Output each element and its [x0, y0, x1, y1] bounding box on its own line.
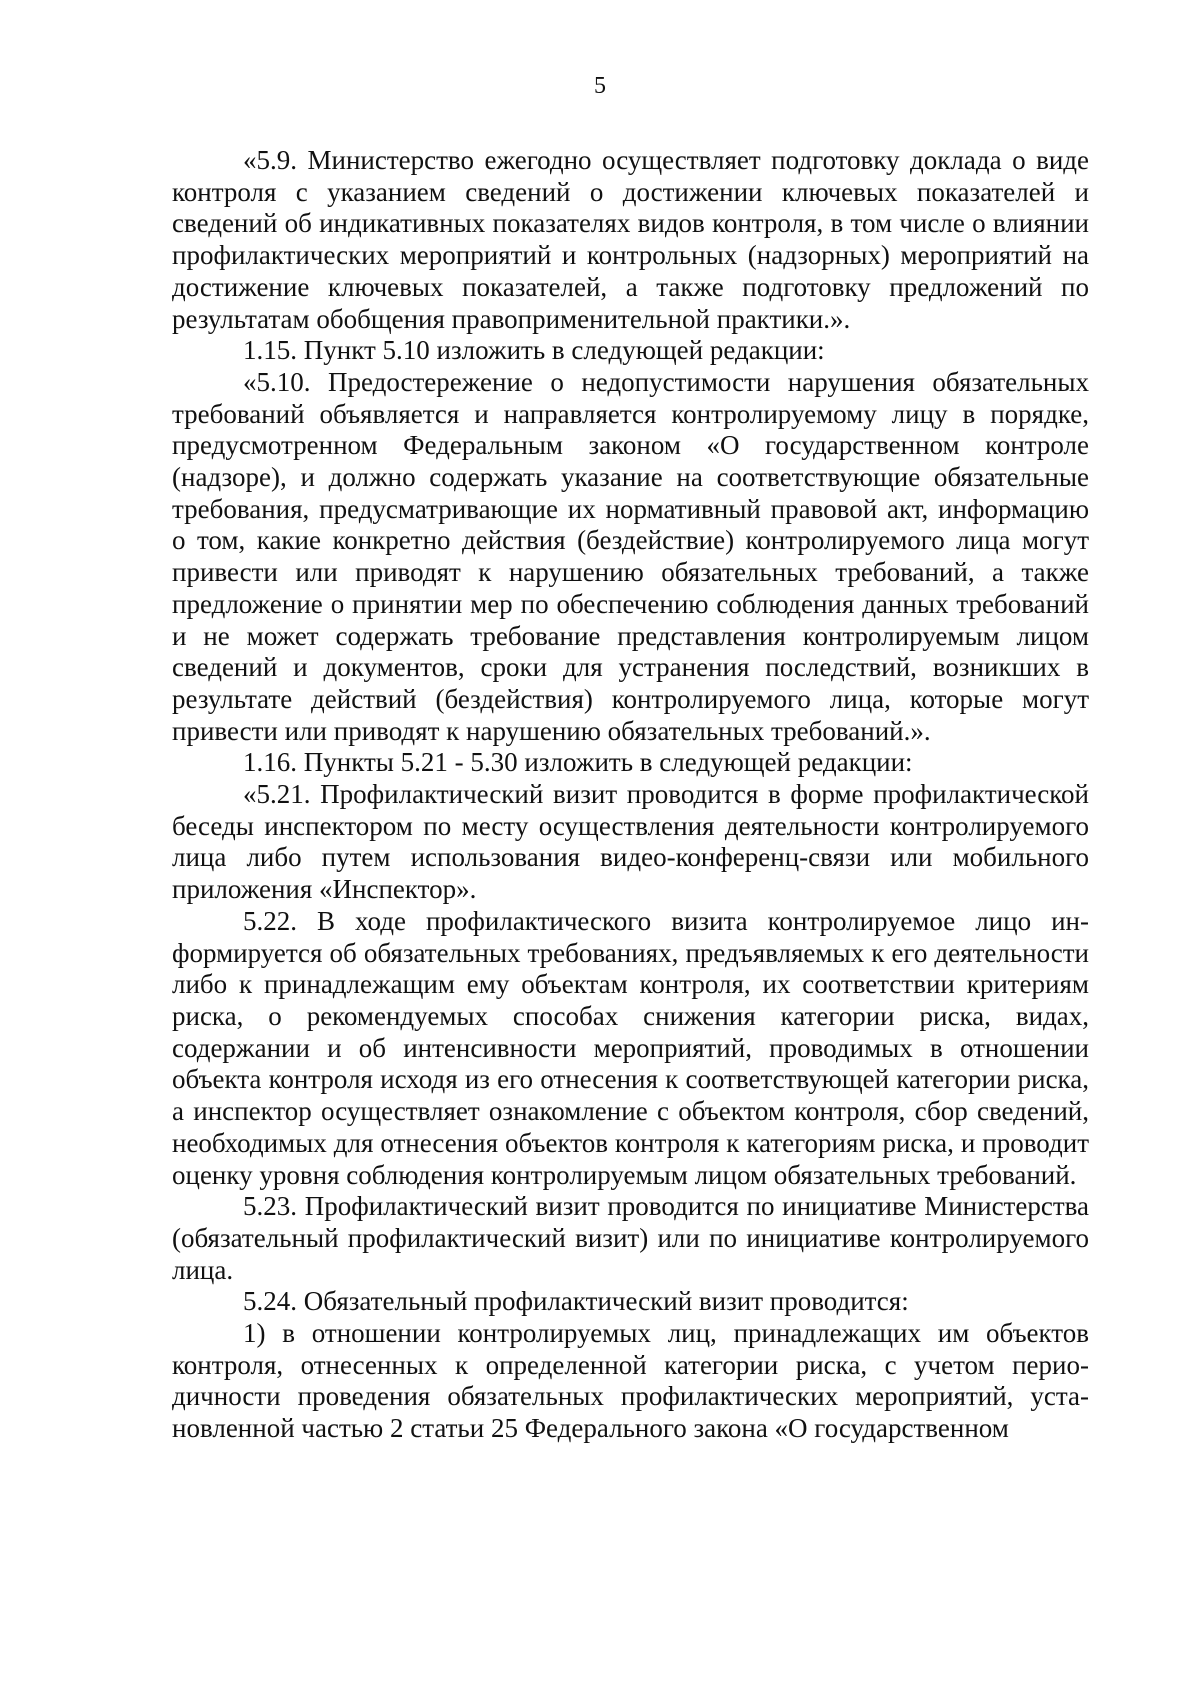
paragraph-5-21: «5.21. Профилактический визит проводится в форме профилактической беседы инспектором по месту осуществления деятельности контролируемого лица либо путем использования видео-конференц-связи или мобильного приложения «Инспектор». — [172, 779, 1089, 905]
document-body — [172, 145, 1089, 1445]
paragraph-5-10: «5.10. Предостережение о недопустимости нарушения обязательных требований объявляется и направляется контролируемому лицу в порядке, предусмотренном Федеральным законом «О государственном контроле (надзоре), и должно содержать указание на соответствующие обязательные требования, предусматривающие их нормативный правовой акт, информацию о том, какие конкретно действия (бездействие) контролируемого лица могут привести или приводят к нарушению обязательных требований, а также предложение о принятии мер по обеспечению соблюдения данных требований и не может содержать требование представления контролируемым лицом сведений и документов, сроки для устранения последствий, возникших в результате действий (бездействия) контролируемого лица, которые могут привести или приводят к нарушению обязательных требований.». — [172, 366, 1089, 746]
page-number: 5 — [594, 73, 606, 99]
paragraph-5-9: «5.9. Министерство ежегодно осуществляет подготовку доклада о виде контроля с указанием сведений о достижении ключевых показателей и сведений об индикативных показателях видов контроля, в том числе о влиянии профилактических мероприятий и контрольных (надзорных) мероприятий на достижение ключевых показателей, а также подготовку предложений по результатам обобщения правоприменительной практики.». — [172, 145, 1089, 334]
paragraph-5-24-item-1: 1) в отношении контролируемых лиц, принадлежащих им объектов контроля, отнесенных к определенной категории риска, с учетом периодичности проведения обязательных профилактических мероприятий, установленной частью 2 статьи 25 Федерального закона «О государственном — [172, 1318, 1089, 1444]
paragraph-5-23: 5.23. Профилактический визит проводится по инициативе Министерства (обязательный профилактический визит) или по инициативе контролируемого лица. — [172, 1191, 1089, 1285]
paragraph-1-16: 1.16. Пункты 5.21 - 5.30 изложить в следующей редакции: — [243, 747, 913, 778]
paragraph-5-24: 5.24. Обязательный профилактический визит проводится: — [243, 1286, 909, 1317]
paragraph-1-15: 1.15. Пункт 5.10 изложить в следующей редакции: — [243, 335, 825, 366]
paragraph-5-22: 5.22. В ходе профилактического визита контролируемое лицо информируется об обязательных требованиях, предъявляемых к его деятельности либо к принадлежащим ему объектам контроля, их соответствии критериям риска, о рекомендуемых способах снижения категории риска, видах, содержании и об интенсивности мероприятий, проводимых в отношении объекта контроля исходя из его отнесения к соответствующей категории риска, а инспектор осуществляет ознакомление с объектом контроля, сбор сведений, необходимых для отнесения объектов контроля к категориям риска, и проводит оценку уровня соблюдения контролируемым лицом обязательных требований. — [172, 905, 1089, 1190]
